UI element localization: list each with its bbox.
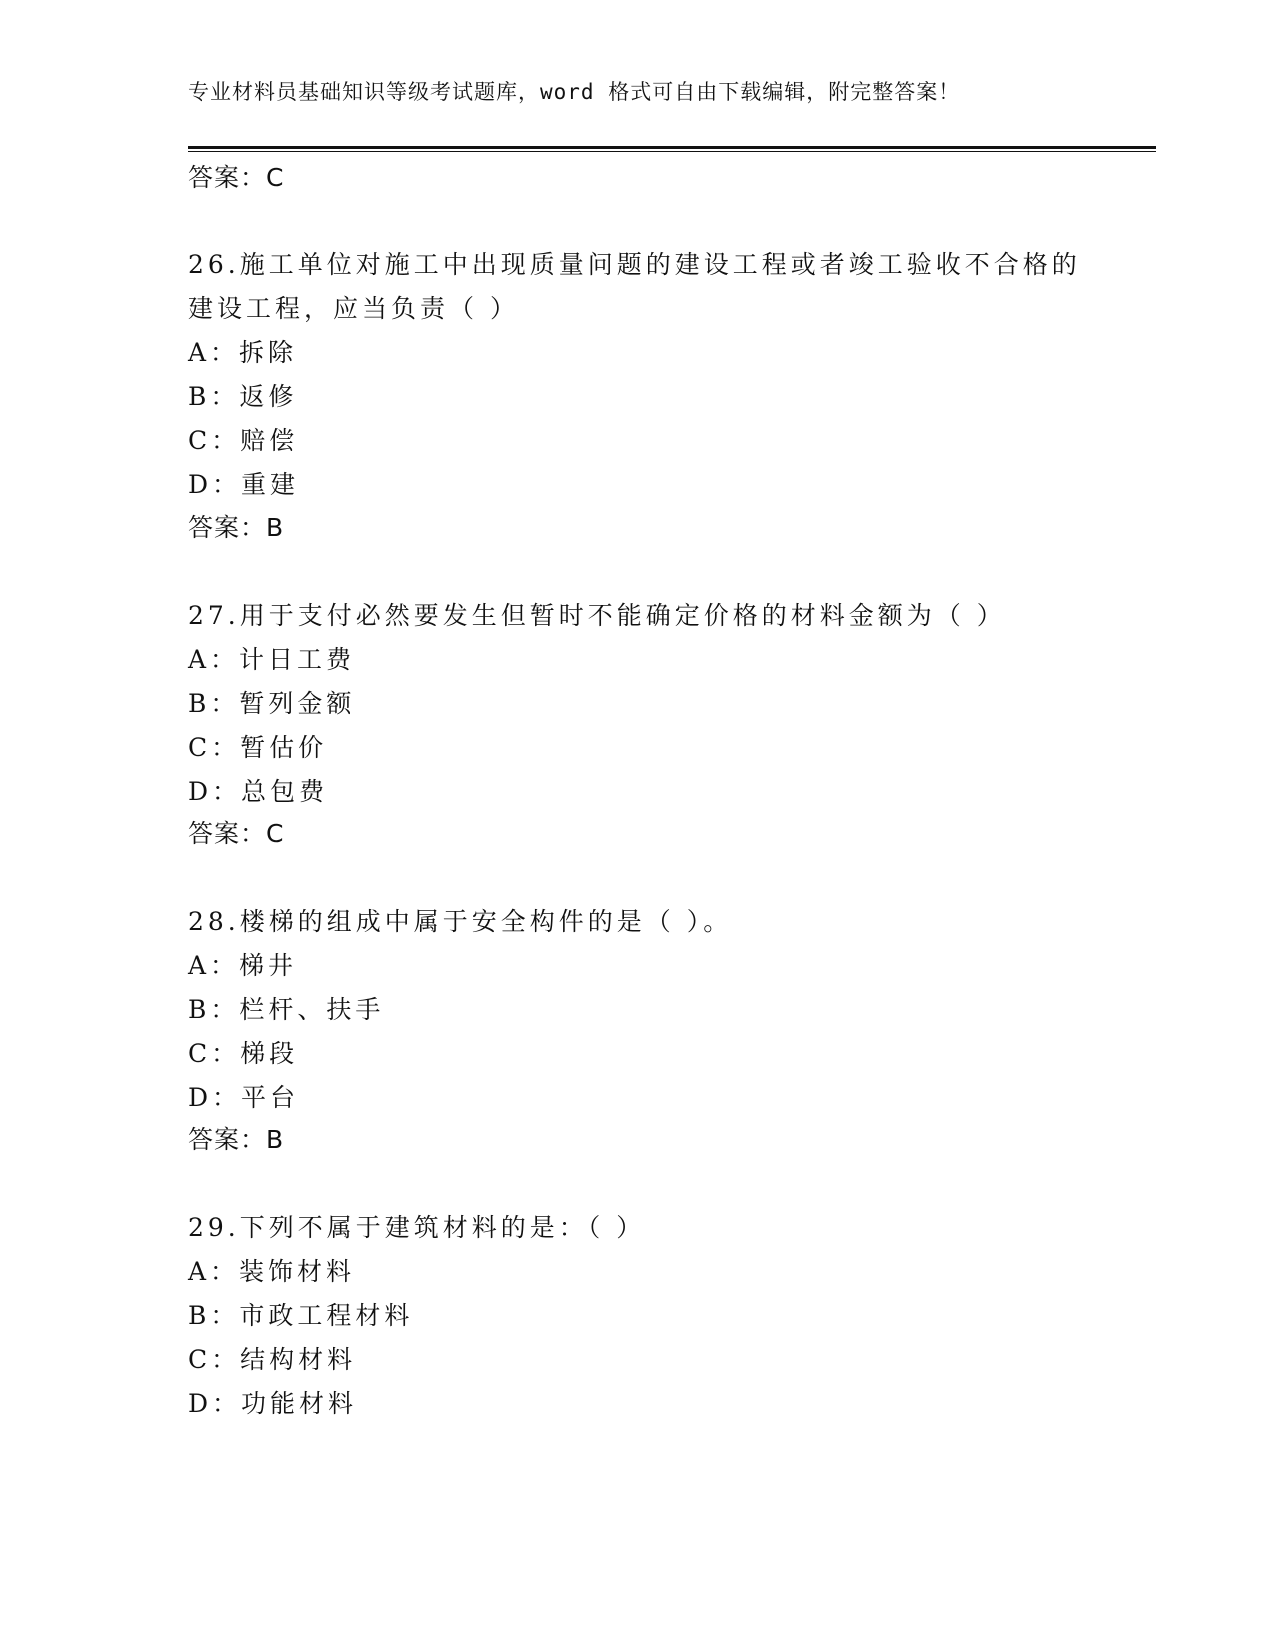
question-option: D：总包费 — [188, 777, 329, 806]
question-option: B：栏杆、扶手 — [188, 995, 385, 1024]
question-option: A：拆除 — [188, 338, 298, 367]
question-option: C：赔偿 — [188, 426, 299, 455]
question-option: D：重建 — [188, 470, 300, 499]
answer-text: 答案：C — [188, 163, 285, 192]
question-option: A：装饰材料 — [188, 1257, 356, 1286]
question-option: C：梯段 — [188, 1039, 299, 1068]
question-option: A：计日工费 — [188, 645, 356, 674]
header-divider — [188, 146, 1156, 149]
question-option: C：结构材料 — [188, 1345, 357, 1374]
answer-text: 答案：B — [188, 1125, 285, 1154]
question-option: D：功能材料 — [188, 1389, 358, 1418]
answer-text: 答案：C — [188, 819, 285, 848]
question-stem: 27.用于支付必然要发生但暂时不能确定价格的材料金额为（ ） — [188, 601, 1006, 630]
page-header: 专业材料员基础知识等级考试题库，word 格式可自由下载编辑，附完整答案！ — [188, 80, 961, 104]
question-stem: 28.楼梯的组成中属于安全构件的是（ ）。 — [188, 907, 733, 936]
question-option: C：暂估价 — [188, 733, 328, 762]
header-divider-thin — [188, 151, 1156, 152]
question-option: D：平台 — [188, 1083, 300, 1112]
question-stem: 建设工程，应当负责（ ） — [188, 294, 519, 323]
question-option: B：暂列金额 — [188, 689, 356, 718]
question-option: B：返修 — [188, 382, 298, 411]
question-stem: 29.下列不属于建筑材料的是：（ ） — [188, 1213, 646, 1242]
answer-text: 答案：B — [188, 513, 285, 542]
question-stem: 26.施工单位对施工中出现质量问题的建设工程或者竣工验收不合格的 — [188, 250, 1081, 279]
question-option: B：市政工程材料 — [188, 1301, 414, 1330]
question-option: A：梯井 — [188, 951, 298, 980]
